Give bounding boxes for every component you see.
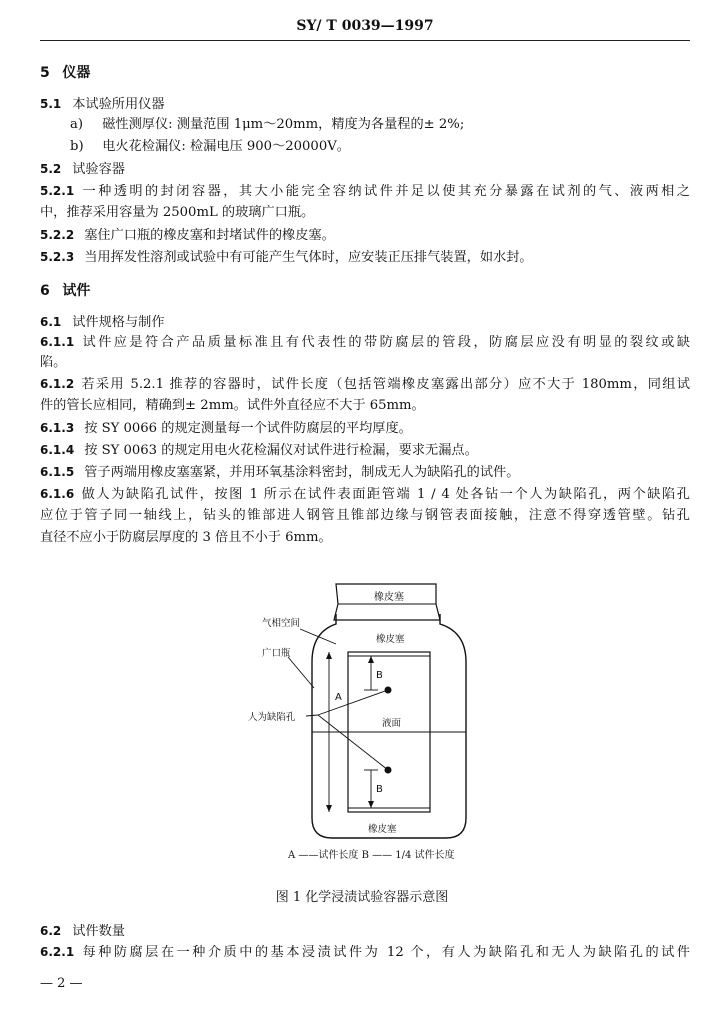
section-title: 仪器 xyxy=(62,65,91,81)
clause-6-1-4 xyxy=(40,439,690,462)
clause-6-1-1-cont: 陷。 xyxy=(40,355,67,370)
page-number: — 2 — xyxy=(40,976,83,991)
clause-number: 6.1.6 xyxy=(40,487,75,501)
clause-6-2 xyxy=(40,920,690,943)
clause-6-1-6-cont1: 应位于管子同一轴线上，钻头的锥部进人钢管且锥部边缘与钢管表面接触，注意不得穿透管壁。钻孔 xyxy=(40,508,690,523)
clause-6-1-5 xyxy=(40,461,690,484)
clause-number: 6.1.5 xyxy=(40,465,75,479)
item-text: 电火花检漏仪: 检漏电压 900～20000V。 xyxy=(102,139,350,154)
section-title: 试件 xyxy=(62,283,91,299)
dimension-a-top-arrow xyxy=(326,652,332,659)
leader-defect-label xyxy=(306,715,318,716)
leader-defect-upper xyxy=(318,690,388,715)
figure-legend: A ——试件长度 B —— 1/4 试件长度 xyxy=(288,850,455,861)
label-defect: 人为缺陷孔 xyxy=(248,712,296,723)
list-item-a xyxy=(70,114,720,136)
clause-number: 6.1 xyxy=(40,315,62,329)
label-a: A xyxy=(335,692,342,703)
leader-defect-lower xyxy=(318,715,388,770)
clause-6-1-3 xyxy=(40,417,690,440)
clause-number: 6.1.1 xyxy=(40,335,75,349)
clause-number: 5.2.1 xyxy=(40,184,75,198)
section-5-heading xyxy=(40,62,690,85)
clause-number: 5.2 xyxy=(40,162,62,176)
clause-text: 按 SY 0063 的规定用电火花检漏仪对试件进行检漏，要求无漏点。 xyxy=(84,443,478,458)
clause-text: 本试验所用仪器 xyxy=(72,97,165,112)
label-gas-space: 气相空间 xyxy=(262,618,301,629)
clause-number: 5.1 xyxy=(40,97,62,111)
dimension-a-bottom-arrow xyxy=(326,805,332,812)
leader-gas-space xyxy=(300,629,336,644)
label-jar: 广口瓶 xyxy=(262,648,291,659)
clause-number: 6.1.4 xyxy=(40,443,75,457)
clause-text: 塞住广口瓶的橡皮塞和封堵试件的橡皮塞。 xyxy=(84,228,335,243)
clause-text: 每种防腐层在一种介质中的基本浸渍试件为 12 个，有人为缺陷孔和无人为缺陷孔的试件 xyxy=(80,945,690,960)
clause-number: 6.2 xyxy=(40,924,62,938)
label-top-stopper: 橡皮塞 xyxy=(374,592,404,603)
clause-6-1-6-cont2: 直径不应小于防腐层厚度的 3 倍且不小于 6mm。 xyxy=(40,530,332,545)
figure-caption: 图 1 化学浸渍试验容器示意图 xyxy=(275,890,449,905)
label-b-bottom: B xyxy=(376,784,383,795)
clause-number: 5.2.2 xyxy=(40,228,75,242)
clause-text: 若采用 5.2.1 推荐的容器时，试件长度（包括管端橡皮塞露出部分）应不大于 180mm，同组试 xyxy=(80,377,690,392)
clause-number: 6.1.3 xyxy=(40,421,75,435)
clause-5-2-1-cont: 中，推荐采用容量为 2500mL 的玻璃广口瓶。 xyxy=(40,205,315,220)
item-label: b) xyxy=(70,139,84,154)
clause-text: 做人为缺陷孔试件，按图 1 所示在试件表面距管端 1 / 4 处各钻一个人为缺陷孔，两个缺陷孔 xyxy=(80,487,690,502)
clause-5-2-1 xyxy=(40,180,690,203)
clause-text: 试件数量 xyxy=(72,924,125,939)
clause-6-1-2 xyxy=(40,373,690,396)
clause-6-1-1 xyxy=(40,331,690,354)
clause-5-2-3 xyxy=(40,246,690,269)
section-number: 6 xyxy=(40,283,50,299)
clause-6-1-6 xyxy=(40,483,690,506)
dimension-b-top-arrow xyxy=(368,656,374,663)
label-liquid: 液面 xyxy=(382,718,402,729)
clause-number: 6.2.1 xyxy=(40,945,75,959)
clause-6-2-1 xyxy=(40,941,690,964)
header-rule xyxy=(40,40,690,41)
clause-text: 管子两端用橡皮塞塞紧，并用环氧基涂料密封，制成无人为缺陷孔的试件。 xyxy=(84,465,520,480)
clause-text: 试验容器 xyxy=(72,162,125,177)
label-mid-stopper: 橡皮塞 xyxy=(376,634,405,645)
leader-jar xyxy=(288,657,314,688)
label-b-top: B xyxy=(376,670,383,681)
clause-text: 按 SY 0066 的规定测量每一个试件防腐层的平均厚度。 xyxy=(84,421,412,436)
clause-text: 试件规格与制作 xyxy=(72,315,165,330)
clause-5-2-2 xyxy=(40,224,690,247)
clause-5-2 xyxy=(40,158,690,181)
clause-5-1 xyxy=(40,93,690,116)
clause-text: 当用挥发性溶剂或试验中有可能产生气体时，应安装正压排气装置，如水封。 xyxy=(84,250,533,265)
section-6-heading xyxy=(40,280,690,303)
clause-text: 一种透明的封闭容器，其大小能完全容纳试件并足以使其充分暴露在试剂的气、液两相之 xyxy=(80,184,690,199)
clause-number: 6.1.2 xyxy=(40,377,75,391)
page-header: SY/ T 0039—1997 xyxy=(296,18,434,34)
item-label: a) xyxy=(70,117,84,132)
section-number: 5 xyxy=(40,65,50,81)
dimension-b-bottom-arrow xyxy=(368,801,374,808)
clause-6-1-2-cont: 件的管长应相同，精确到± 2mm。试件外直径应不大于 65mm。 xyxy=(40,398,425,413)
figure-1-diagram xyxy=(0,570,724,850)
clause-text: 试件应是符合产品质量标准且有代表性的带防腐层的管段，防腐层应没有明显的裂纹或缺 xyxy=(80,335,690,350)
clause-number: 5.2.3 xyxy=(40,250,75,264)
label-bottom-stopper: 橡皮塞 xyxy=(368,824,397,835)
list-item-b xyxy=(70,136,720,158)
item-text: 磁性测厚仪: 测量范围 1μm～20mm，精度为各量程的± 2%; xyxy=(102,117,465,132)
